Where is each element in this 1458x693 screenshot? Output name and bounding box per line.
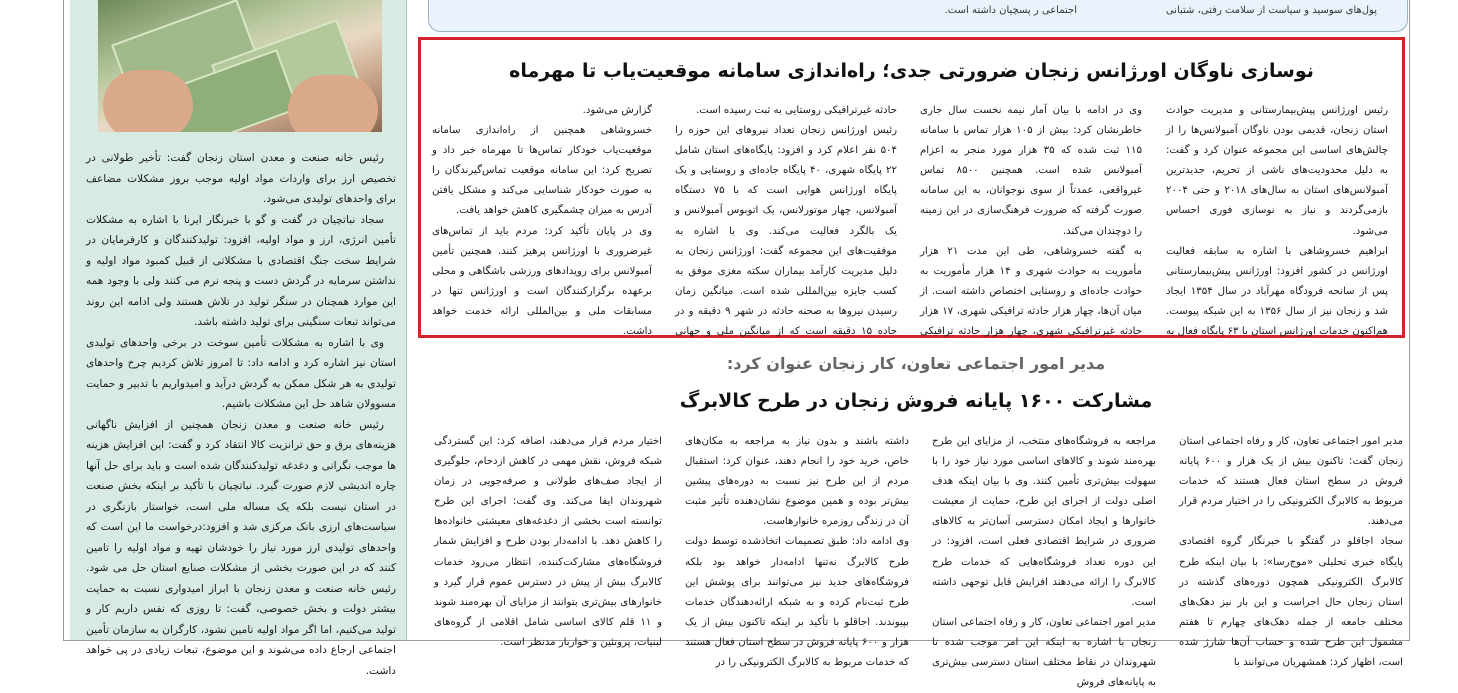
article-column-1: [1179, 432, 1403, 673]
article-paragraph: به گفته خسروشاهی، طی این مدت ۲۱ هزار مأموریت به حوادث شهری و ۱۴ هزار مأموریت به حوادث جاده‌ای و روستایی اختصاص داشته است. از میان آن‌ها، چهار هزار حادثه ترافیکی شهری، ۱۷ هزار حادثه غیرترافیکی شهری، چهار هزار حادثه ترافیکی: [920, 245, 1143, 338]
top-box-text: اجتماعی ر پسچیان داشته است.: [944, 5, 1077, 16]
article-column-3: [675, 101, 897, 362]
article-paragraph: اختیار مردم قرار می‌دهند، اضافه کرد: این گستردگی شبکه فروش، نقش مهمی در کاهش ازدحام، جلوگیری از ایجاد صف‌های طولانی و صرفه‌جویی در زمان شهروندان ایفا می‌کند. وی گفت: اجرای این طرح توانسته است بخشی از دغدغه‌های معیشتی خانواده‌ها را کاهش دهد. با ادامه‌دار بودن طرح و افزایش شمار فروشگاه‌های مشارکت‌کننده، انتظار می‌رود خدمات کالابرگ بیش از پیش در دسترس عموم قرار گیرد و خانوارهای بیش‌تری بتوانند از مزایای آن بهره‌مند شوند و ۱۱ قلم کالای اساسی شامل اقلامی از گروه‌های لبنیات، پروتئین و خواربار مدنظر است.: [434, 436, 662, 648]
article-column-3: [685, 432, 909, 673]
article-paragraph: گزارش می‌شود.: [582, 105, 652, 116]
sidebar-article: [86, 148, 396, 681]
article-headline: نوسازی ناوگان اورژانس زنجان ضرورتی جدی؛ راه‌اندازی سامانه موقعیت‌یاب تا مهرماه: [509, 60, 1314, 82]
article-kicker: مدیر امور اجتماعی تعاون، کار زنجان عنوان کرد:: [726, 354, 1106, 373]
article-paragraph: حادثه غیرترافیکی روستایی به ثبت رسیده است.: [696, 105, 897, 116]
hand-shape: [103, 70, 193, 132]
article-paragraph: داشته باشند و بدون نیاز به مراجعه به مکان‌های خاص، خرید خود را انجام دهند، عنوان کرد: استقبال مردم از این طرح نیز نسبت به دوره‌های پیشین بیش‌تر بوده و همین موضوع نشان‌دهنده تأثیر مثبت آن در زندگی روزمره خانوارهاست.: [685, 436, 909, 528]
top-info-box: [428, 0, 1408, 32]
article-column-4: [434, 432, 662, 653]
sidebar-paragraph: رئیس خانه صنعت و معدن زنجان همچنین از افزایش ناگهانی هزینه‌های برق و حق ترانزیت کالا انتقاد کرد و گفت: این افزایش هزینه ها موجب نگرانی و دغدغه تولیدکنندگان شده است و باید برای حل آنها چاره اندیشی لازم صورت گیرد. نباتچیان با تأکید بر اینکه بخش صنعت در استان نیست بلکه یک مساله ملی است، خواستار بازنگری در سیاست‌های ارزی بانک مرکزی شد و افزود:درخواست ما این است که واحدهای تولیدی ارز مورد نیاز را خودشان تهیه و مواد اولیه را تامین کنند که در این صورت بخشی از مشکلات صنایع استان حل می شود. رئیس خانه صنعت و معدن زنجان با ابراز امیدواری نسبت به حمایت بیشتر دولت و بخش خصوصی، گفت: تا روزی که نفس داریم کار و تولید می‌کنیم، اما اگر مواد اولیه تامین نشود، کارگران به سازمان تأمین اجتماعی ارجاع داده می‌شوند و این موضوع، تبعات زیادی در پی خواهد داشت.: [86, 418, 396, 677]
article-headline: مشارکت ۱۶۰۰ پایانه فروش زنجان در طرح کالابرگ: [679, 390, 1153, 412]
sidebar-paragraph: وی با اشاره به مشکلات تأمین سوخت در برخی واحدهای تولیدی استان نیز اشاره کرد و ادامه داد: تا امروز تلاش کردیم چرخ واحدهای تولیدی به هر شکل ممکن به گردش درآید و امیدواریم با تدبیر و حمایت مسوولان شاهد حل این مشکلات باشیم.: [86, 336, 396, 410]
top-box-text: پول‌های سوسید و سیاست از سلامت رفتی، شتبانی: [1165, 5, 1377, 16]
article-paragraph: مدیر امور اجتماعی تعاون، کار و رفاه اجتماعی استان زنجان با اشاره به اینکه این امر موجب شده تا شهروندان در نقاط مختلف استان دسترسی بیش‌تری به پایانه‌های فروش: [932, 616, 1156, 689]
article-paragraph: خسروشاهی همچنین از راه‌اندازی سامانه موقعیت‌یاب خودکار تماس‌ها تا مهرماه خبر داد و تصریح کرد: این سامانه موقعیت تماس‌گیرندگان را به صورت خودکار شناسایی می‌کند و مشکل یافتن آدرس به میزان چشمگیری کاهش خواهد یافت.: [432, 125, 652, 217]
article-column-2: [920, 101, 1142, 362]
article-paragraph: وی در پایان تأکید کرد: مردم باید از تماس‌های غیرضروری با اورژانس پرهیز کنند. همچنین تأمین آمبولانس برای رویدادهای ورزشی باشگاهی و محلی برعهده برگزارکنندگان است و اورژانس تنها در مسابقات ملی و بین‌المللی ارائه خدمت خواهد داشت.: [432, 225, 652, 338]
article-paragraph: وی در ادامه با بیان آمار نیمه نخست سال جاری خاطرنشان کرد: بیش از ۱۰۵ هزار تماس با سامانه ۱۱۵ ثبت شده که ۳۵ هزار مورد منجر به اعزام آمبولانس شده است. همچنین ۸۵۰۰ تماس غیرواقعی، عمدتاً از سوی نوجوانان، به این سامانه صورت گرفته که ضرورت فرهنگ‌سازی در این زمینه را دوچندان می‌کند.: [920, 105, 1143, 237]
article-column-1: [1166, 101, 1388, 362]
hand-shape: [288, 75, 378, 132]
article-paragraph: وی ادامه داد: طبق تصمیمات اتخاذشده توسط دولت طرح کالابرگ نه‌تنها ادامه‌دار خواهد بود بلکه فروشگاه‌های جدید نیز می‌توانند برای پوشش این طرح ثبت‌نام کرده و به شبکه ارائه‌دهندگان خدمات بپیوندند. اجاقلو با تأکید بر اینکه تاکنون بیش از یک هزار و ۶۰۰ پایانه فروش در سطح استان فعال هستند که خدمات مربوط به کالابرگ الکترونیکی را در: [685, 536, 910, 669]
article-column-4: [432, 101, 652, 342]
article-paragraph: رئیس اورژانس زنجان تعداد نیروهای این حوزه را ۵۰۴ نفر اعلام کرد و افزود: پایگاه‌های استان شامل ۲۲ پایگاه شهری، ۴۰ پایگاه جاده‌ای و روستایی و یک پایگاه اورژانس هوایی است که با ۷۵ دستگاه آمبولانس، چهار موتورلانس، یک اتوبوس آمبولانس و یک بالگرد فعالیت می‌کند. وی با اشاره به موفقیت‌های این مجموعه گفت: اورژانس زنجان به دلیل مدیریت کارآمد بیماران سکته مغزی موفق به کسب جایزه بین‌المللی شده است. میانگین زمان رسیدن نیروها به صحنه حادثه در شهر ۹ دقیقه و در جاده ۱۵ دقیقه است که از میانگین ملی و جهانی: [675, 125, 898, 338]
article-paragraph: مراجعه به فروشگاه‌های منتخب، از مزایای این طرح بهره‌مند شوند و کالاهای اساسی مورد نیاز خود را با سهولت بیش‌تری تأمین کنند. وی با بیان اینکه هدف اصلی دولت از اجرای این طرح، حمایت از معیشت خانوارها و ایجاد امکان دسترسی آسان‌تر به کالاهای ضروری در شرایط اقتصادی فعلی است، افزود: در این دوره تعداد فروشگاه‌هایی که خدمات طرح کالابرگ را ارائه می‌دهند افزایش قابل توجهی داشته است.: [932, 436, 1156, 608]
article-paragraph: ابراهیم خسروشاهی با اشاره به سابقه فعالیت اورژانس در کشور افزود: اورژانس پیش‌بیمارستانی پس از سانحه فرودگاه مهرآباد در سال ۱۳۵۴ ایجاد شد و زنجان نیز از سال ۱۳۵۶ به این شبکه پیوست. هم‌اکنون خدمات اورژانس استان با ۶۳ پایگاه فعال به: [1166, 245, 1388, 338]
article-paragraph: رئیس اورژانس پیش‌بیمارستانی و مدیریت حوادث استان زنجان، قدیمی بودن ناوگان آمبولانس‌ها را از چالش‌های اساسی این مجموعه عنوان کرد و گفت: به دلیل محدودیت‌های ناشی از تحریم، جدیدترین آمبولانس‌های استان به سال‌های ۲۰۱۸ و حتی ۲۰۰۴ بازمی‌گردند و نیاز به نوسازی فوری احساس می‌شود.: [1166, 105, 1389, 237]
article-paragraph: مدیر امور اجتماعی تعاون، کار و رفاه اجتماعی استان زنجان گفت: تاکنون بیش از یک هزار و ۶۰۰ پایانه فروش در سطح استان فعال هستند که خدمات مربوط به کالابرگ الکترونیکی را در اختیار مردم قرار می‌دهند.: [1179, 436, 1403, 528]
ambulance-article[interactable]: [418, 37, 1405, 338]
article-column-2: [932, 432, 1156, 693]
money-photo: [98, 0, 382, 132]
sidebar-paragraph: سجاد نباتچیان در گفت و گو با خبرنگار ایرنا با اشاره به مشکلات تأمین انرژی، ارز و مواد اولیه، افزود: تولیدکنندگان و کارفرمایان در شرایط سخت جنگ اقتصادی با مشکلاتی از قبیل کمبود مواد اولیه و نداشتن سرمایه در گردش دست و پنجه نرم می کنند ولی با وجود همه این موارد همچنان در سنگر تولید در تلاش هستند ولی ادامه این روند می‌تواند تبعات سنگینی برای تولید داشته باشد.: [86, 213, 396, 328]
article-paragraph: سجاد اجاقلو در گفتگو با خبرنگار گروه اقتصادی پایگاه خبری تحلیلی «موج‌رسا»: با بیان اینکه طرح کالابرگ الکترونیکی همچون دوره‌های گذشته در استان زنجان حال اجراست و این بار نیز دهک‌های مختلف جامعه از جمله دهک‌های چهارم تا هفتم مشمول این طرح شده و حساب آن‌ها شارژ شده است، اظهار کرد: همشهریان می‌توانند با: [1179, 536, 1403, 669]
sidebar-paragraph: رئیس خانه صنعت و معدن استان زنجان گفت: تأخیر طولانی در تخصیص ارز برای واردات مواد اولیه موجب بروز مشکلات مضاعف برای واحدهای تولیدی می‌شود.: [86, 152, 396, 205]
